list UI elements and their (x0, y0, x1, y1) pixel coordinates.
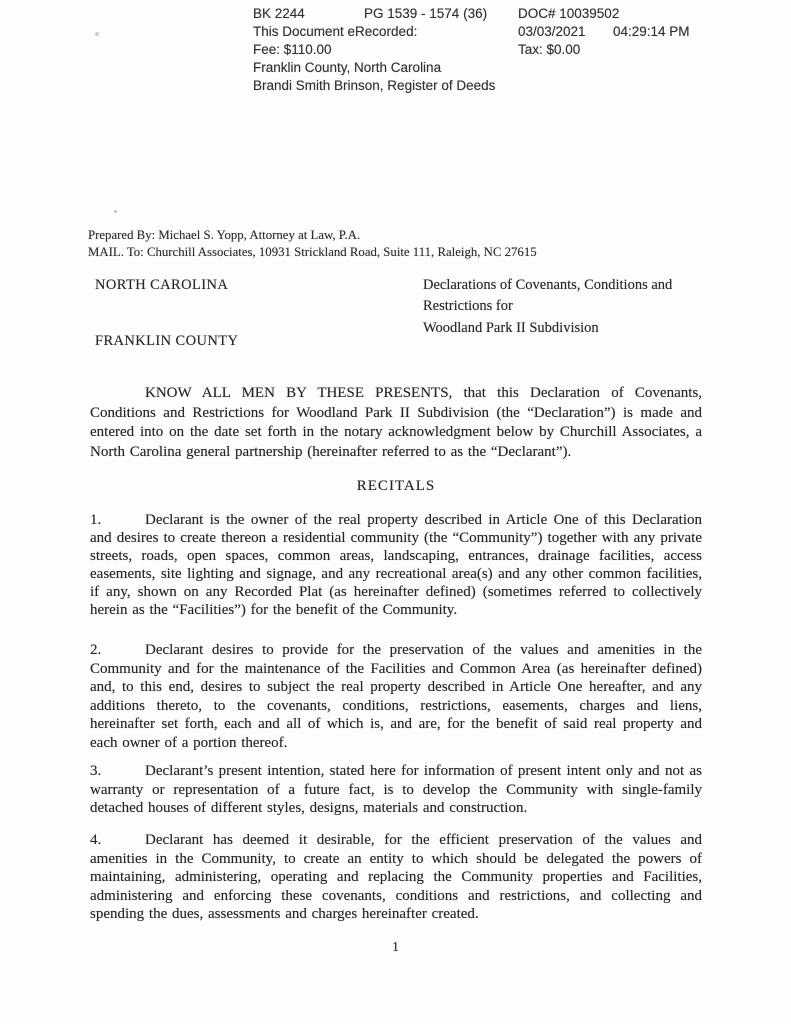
recital-text: Declarant desires to provide for the preservation of the values and amenities in the Community and for the maintenance of the Facilities and Common Area (as hereinafter defined) and, to this end, desires to subject the real property described in Article One hereafter, and any additions thereto, to the covenants, conditions, restrictions, easements, charges and liens, hereinafter set forth, each and all of which is, and are, for the benefit of said real property and each owner of a portion thereof. (90, 642, 702, 751)
recital-text: Declarant’s present intention, stated here for information of present intent only and not as warranty or representation of a future fact, is to develop the Community with single-family detached houses of different styles, designs, materials and construction. (90, 763, 702, 816)
book-number: BK 2244 (253, 6, 305, 21)
recital-number: 4. (90, 832, 102, 848)
record-time: 04:29:14 PM (613, 24, 690, 39)
recital-text: Declarant is the owner of the real property described in Article One of this Declaration and desires to create thereon a residential community (the “Community”) together with any private streets, roads, open spaces, common areas, landscaping, entrances, drainage facilities, access easements, site lighting and signage, and any recreational area(s) and any other common facilities, if any, shown on any Recorded Plat (as hereinafter defined) (sometimes referred to collectively herein as the “Facilities”) for the benefit of the Community. (90, 512, 702, 618)
erecorded-label: This Document eRecorded: (253, 24, 418, 39)
recital-text: Declarant has deemed it desirable, for the efficient preservation of the values and amenities in the Community, to create an entity to which should be delegated the powers of maintaining, administering, operating and replacing the Community properties and Facilities, administering and enforcing these covenants, conditions and restrictions, and collecting and spending the dues, assessments and charges hereinafter created. (90, 832, 702, 922)
stamp-county-line (253, 59, 690, 77)
caption-county: FRANKLIN COUNTY (95, 333, 239, 349)
recital-paragraph-3 (90, 762, 702, 818)
page-range: PG 1539 - 1574 (36) (364, 6, 488, 21)
title-line-2: Restrictions for (423, 298, 513, 314)
fee-amount: Fee: $110.00 (253, 42, 332, 57)
tax-amount: Tax: $0.00 (518, 42, 581, 57)
doc-number: DOC# 10039502 (518, 6, 620, 21)
recording-stamp (253, 5, 690, 95)
register-of-deeds: Brandi Smith Brinson, Register of Deeds (253, 78, 496, 93)
document-title (423, 275, 701, 339)
stamp-line-3 (253, 41, 690, 59)
record-date: 03/03/2021 (518, 24, 586, 39)
recital-paragraph-2 (90, 641, 702, 752)
caption-state: NORTH CAROLINA (95, 277, 229, 293)
intro-paragraph: KNOW ALL MEN BY THESE PRESENTS, that this Declaration of Covenants, Conditions and Restrictions for Woodland Park II Subdivision (the “Declaration”) is made and entered into on the date set forth in the notary acknowledgment below by Churchill Associates, a North Carolina general partnership (hereinafter referred to as the “Declarant”). (90, 385, 702, 460)
recital-number: 1. (90, 512, 102, 528)
mail-to-line: MAIL. To: Churchill Associates, 10931 Strickland Road, Suite 111, Raleigh, NC 27615 (88, 244, 537, 259)
county-name: Franklin County, North Carolina (253, 60, 442, 75)
prepared-by-line: Prepared By: Michael S. Yopp, Attorney at Law, P.A. (88, 228, 361, 242)
recital-paragraph-1 (90, 511, 702, 619)
title-line-3: Woodland Park II Subdivision (423, 320, 599, 336)
recital-number: 2. (90, 642, 102, 658)
scan-artifact (114, 210, 117, 213)
recital-paragraph-4 (90, 831, 702, 924)
page-number: 1 (392, 939, 399, 954)
recital-number: 3. (90, 763, 102, 779)
stamp-line-1 (253, 5, 690, 23)
scan-artifact (95, 32, 99, 36)
title-line-1: Declarations of Covenants, Conditions and (423, 277, 673, 293)
stamp-line-2 (253, 23, 690, 41)
prepared-by-block (88, 227, 537, 260)
stamp-register-line (253, 77, 690, 95)
recitals-heading: RECITALS (356, 478, 436, 494)
